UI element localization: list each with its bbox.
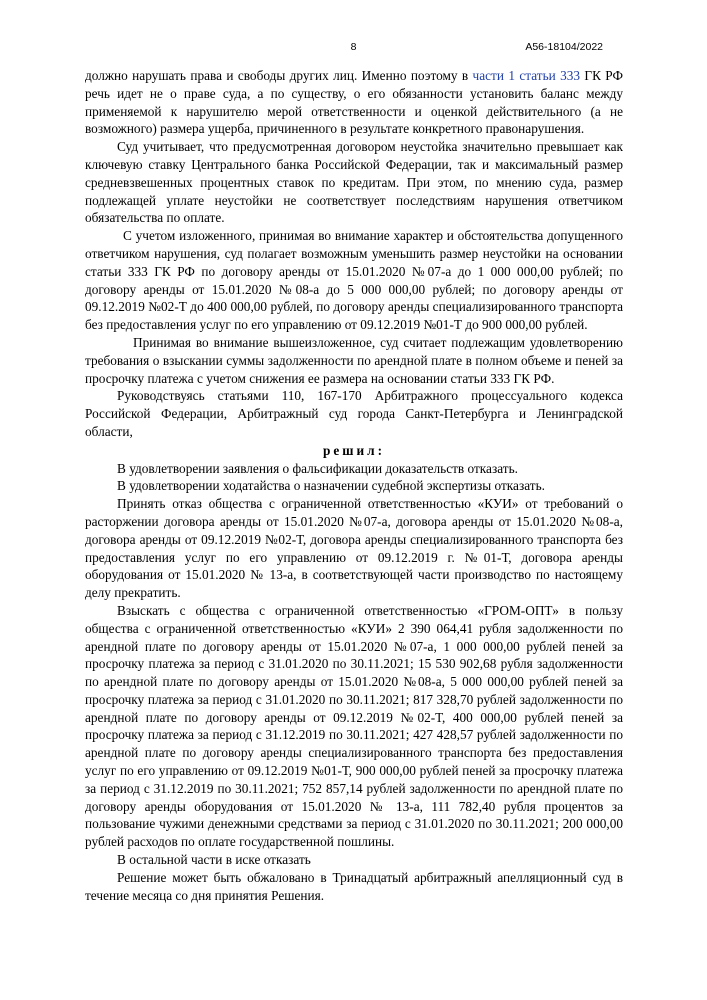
document-body — [85, 67, 623, 904]
paragraph-claim-satisfaction: Принимая во внимание вышеизложенное, суд считает подлежащим удовлетворению требования о взыскании суммы задолженности по арендной плате в полном объеме и пеней за просрочку платежа с учетом снижения ее размера на основании статьи 333 ГК РФ. — [85, 334, 623, 386]
paragraph-text: должно нарушать права и свободы других лиц. Именно поэтому в — [85, 68, 473, 83]
law-article-link[interactable]: части 1 статьи 333 — [472, 68, 581, 83]
paragraph-remainder-denied: В остальной части в иске отказать — [117, 852, 311, 868]
page-number: 8 — [350, 41, 357, 53]
paragraph-claim-waiver: Принять отказ общества с ограниченной ответственностью «КУИ» от требований о расторжении договора аренды от 15.01.2020 №07-а, договора аренды от 15.01.2020 №08-а, договора аренды от 09.12.2019 №02-Т, договора аренды специализированного транспорта без предоставления услуг по его управлению от 09.12.2019 г. №01-Т, договора аренды оборудования от 15.01.2020 № 13-а, в соответствующей части производство по настоящему делу прекратить. — [85, 496, 623, 601]
paragraph-appeal: Решение может быть обжаловано в Тринадцатый арбитражный апелляционный суд в течение месяца со дня принятия Решения. — [85, 869, 623, 903]
paragraph-text: ГК РФ речь идет не о праве суда, а по существу, о его обязанности установить баланс между применяемой к нарушителю мерой ответственности и оценкой действительного (а не возможного) размера ущерба, причиненного в результате конкретного правонарушения. — [85, 68, 623, 137]
decision-heading: решил: — [322, 442, 386, 458]
paragraph-recovery: Взыскать с общества с ограниченной ответственностью «ГРОМ-ОПТ» в пользу общества с ограниченной ответственностью «КУИ» 2 390 064,41 рубля задолженности по арендной плате по договору аренды от 15.01.2020 №07-а, 1 000 000,00 рублей пеней за просрочку платежа за период с 31.01.2020 по 30.11.2021; 15 530 902,68 рубля задолженности по арендной плате по договору аренды от 15.01.2020 №08-а, 5 000 000,00 рублей пеней за просрочку платежа за период с 31.01.2020 по 30.11.2021; 817 328,70 рублей задолженности по арендной плате по договору аренды от 09.12.2019 №02-Т, 400 000,00 рублей пеней за просрочку платежа за период с 31.12.2019 по 30.11.2021; 427 428,57 рублей задолженности по арендной плате по договору аренды специализированного транспорта без предоставления услуг по его управлению от 09.12.2019 №01-Т, 900 000,00 рублей пеней за просрочку платежа за период с 31.12.2019 по 30.11.2021; 752 857,14 рублей задолженности по арендной плате по договору аренды оборудования от 15.01.2020 № 13-а, 111 782,40 рубля процентов за пользование чужими денежными средствами за период с 31.01.2020 по 30.11.2021; 200 000,00 рублей расходов по оплате государственной пошлины. — [85, 602, 623, 850]
paragraph-penalty-exceeds: Суд учитывает, что предусмотренная договором неустойка значительно превышает как ключевую ставку Центрального банка Российской Федерации, так и максимальный размер средневзвешенных процентных ставок по кредитам. При этом, по мнению суда, размер подлежащей уплате неустойки не соответствует последствиям нарушения ответчиком обязательства по оплате. — [85, 139, 623, 226]
paragraph-legal-basis: Руководствуясь статьями 110, 167-170 Арбитражного процессуального кодекса Российской Федерации, Арбитражный суд города Санкт-Петербурга и Ленинградской области, — [85, 388, 623, 439]
paragraph-balance — [85, 67, 623, 138]
paragraph-expertise-denied: В удовлетворении ходатайства о назначении судебной экспертизы отказать. — [117, 478, 545, 494]
paragraph-falsification-denied: В удовлетворении заявления о фальсификации доказательств отказать. — [117, 460, 518, 476]
paragraph-penalty-reduction: С учетом изложенного, принимая во внимание характер и обстоятельства допущенного ответчиком нарушения, суд полагает возможным уменьшить размер неустойки на основании статьи 333 ГК РФ по договору аренды от 15.01.2020 №07-а до 1 000 000,00 рублей; по договору аренды от 15.01.2020 №08-а до 5 000 000,00 рублей; по договору аренды от 09.12.2019 №02-Т до 400 000,00 рублей, по договору аренды специализированного транспорта без предоставления услуг по его управлению от 09.12.2019 №01-Т до 900 000,00 рублей. — [85, 228, 623, 333]
case-number: А56-18104/2022 — [525, 41, 603, 53]
